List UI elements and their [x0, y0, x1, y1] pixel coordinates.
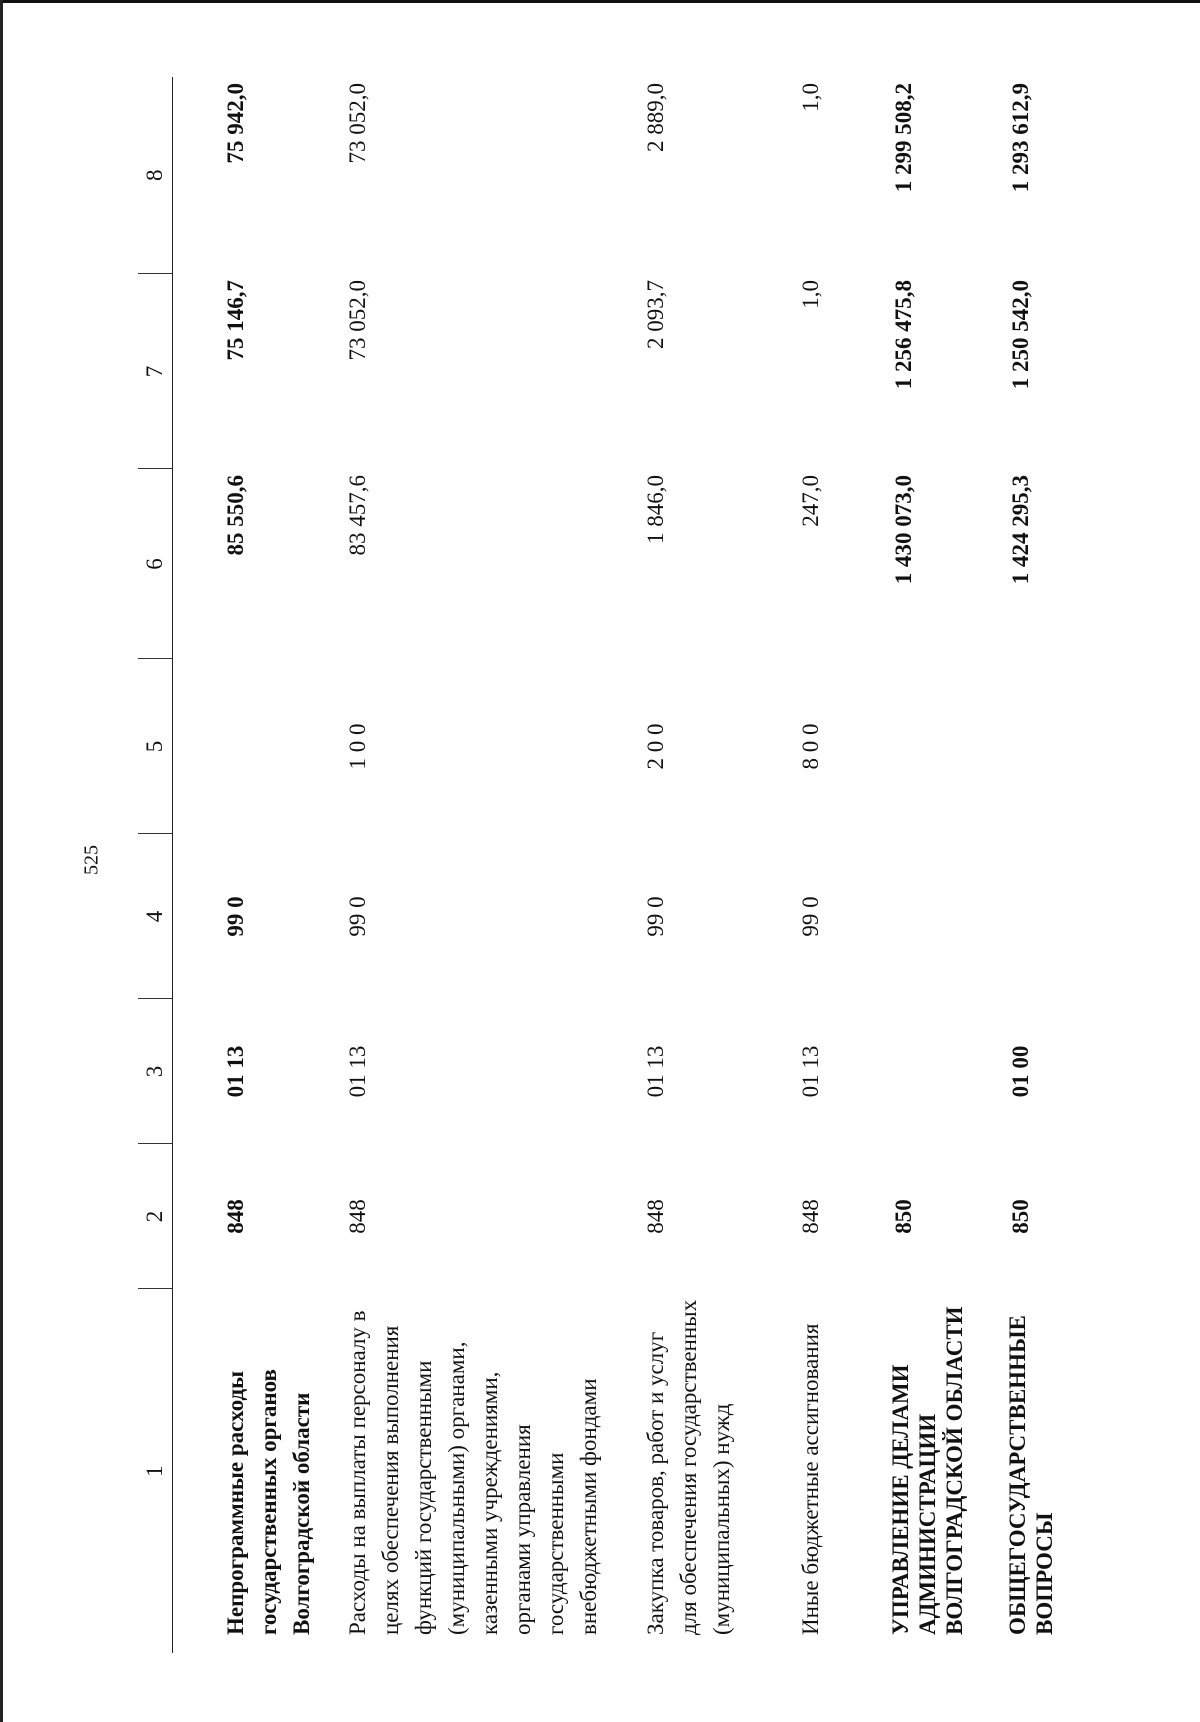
cell-expense-type — [173, 659, 333, 834]
cell-section-code: 01 13 — [642, 1045, 668, 1098]
cell-amount-col7: 1 250 542,0 — [1007, 280, 1033, 390]
rotated-page-content — [138, 77, 1078, 1653]
cell-amount-col7: 75 146,7 — [223, 280, 248, 361]
cell-amount-col6: 247,0 — [797, 475, 823, 527]
cell-target-code — [883, 834, 998, 999]
cell-section-code: 01 13 — [797, 1045, 823, 1098]
cell-amount-col8: 1 299 508,2 — [890, 83, 916, 193]
cell-expense-type — [998, 659, 1078, 834]
cell-ministry-code: 848 — [642, 1199, 668, 1234]
cell-amount-col7: 73 052,0 — [344, 280, 370, 361]
row-name: Расходы на выплаты персоналу в целях обеспечения выполнения функций государственными (муниципальными) органами, казенными учреждениями, органами управления государственными внебюджетными фондами — [344, 1310, 601, 1635]
scan-edge-left — [0, 0, 3, 1722]
cell-expense-type: 1 0 0 — [344, 723, 370, 770]
cell-target-code: 99 0 — [642, 896, 668, 937]
cell-amount-col7: 2 093,7 — [642, 280, 668, 349]
cell-target-code: 99 0 — [797, 896, 823, 937]
table-row — [998, 77, 1078, 1653]
row-name: Иные бюджетные ассигнования — [797, 1323, 823, 1635]
table-row — [633, 77, 788, 1653]
cell-expense-type: 2 0 0 — [642, 723, 668, 770]
cell-amount-col6: 85 550,6 — [223, 475, 248, 556]
cell-amount-col6: 83 457,6 — [344, 475, 370, 556]
cell-amount-col6: 1 424 295,3 — [1007, 475, 1033, 585]
cell-amount-col7: 1,0 — [797, 280, 823, 309]
cell-amount-col6: 1 430 073,0 — [890, 475, 916, 585]
column-header: 5 — [138, 659, 173, 834]
column-header: 3 — [138, 999, 173, 1144]
cell-ministry-code: 848 — [223, 1199, 248, 1234]
column-header: 6 — [138, 469, 173, 659]
row-name: Закупка товаров, работ и услуг для обеспечения государственных (муниципальных) нужд — [642, 1299, 734, 1635]
column-header: 4 — [138, 834, 173, 999]
column-header: 2 — [138, 1144, 173, 1289]
cell-ministry-code: 848 — [344, 1199, 370, 1234]
cell-amount-col7: 1 256 475,8 — [890, 280, 916, 390]
budget-table — [138, 77, 1078, 1653]
cell-expense-type — [883, 659, 998, 834]
table-row — [788, 77, 883, 1653]
row-name: УПРАВЛЕНИЕ ДЕЛАМИ АДМИНИСТРАЦИИ ВОЛГОГРАДСКОЙ ОБЛАСТИ — [887, 1306, 967, 1635]
cell-section-code: 01 00 — [1007, 1045, 1033, 1098]
cell-target-code: 99 0 — [223, 896, 248, 937]
cell-target-code: 99 0 — [344, 896, 370, 937]
cell-expense-type: 8 0 0 — [797, 723, 823, 770]
cell-section-code: 01 13 — [344, 1045, 370, 1098]
cell-ministry-code: 848 — [797, 1199, 823, 1234]
cell-ministry-code: 850 — [890, 1199, 916, 1234]
cell-amount-col8: 75 942,0 — [223, 83, 248, 164]
cell-amount-col8: 2 889,0 — [642, 83, 668, 152]
cell-ministry-code: 850 — [1007, 1199, 1033, 1234]
row-name: Непрограммные расходы государственных органов Волгоградской области — [223, 1369, 314, 1635]
column-header: 1 — [138, 1289, 173, 1653]
column-header: 7 — [138, 274, 173, 469]
scan-edge-top — [0, 0, 1200, 3]
table-row — [883, 77, 998, 1653]
cell-section-code: 01 13 — [223, 1045, 248, 1098]
cell-amount-col6: 1 846,0 — [642, 475, 668, 544]
table-row — [333, 77, 633, 1653]
page-number: 525 — [80, 845, 103, 875]
table-row — [173, 77, 333, 1653]
cell-amount-col8: 73 052,0 — [344, 83, 370, 164]
cell-amount-col8: 1,0 — [797, 83, 823, 112]
row-name: ОБЩЕГОСУДАРСТВЕННЫЕ ВОПРОСЫ — [1004, 1315, 1057, 1635]
cell-section-code — [883, 999, 998, 1144]
table-header-row — [138, 77, 173, 1653]
column-header: 8 — [138, 77, 173, 274]
cell-amount-col8: 1 293 612,9 — [1007, 83, 1033, 193]
cell-target-code — [998, 834, 1078, 999]
